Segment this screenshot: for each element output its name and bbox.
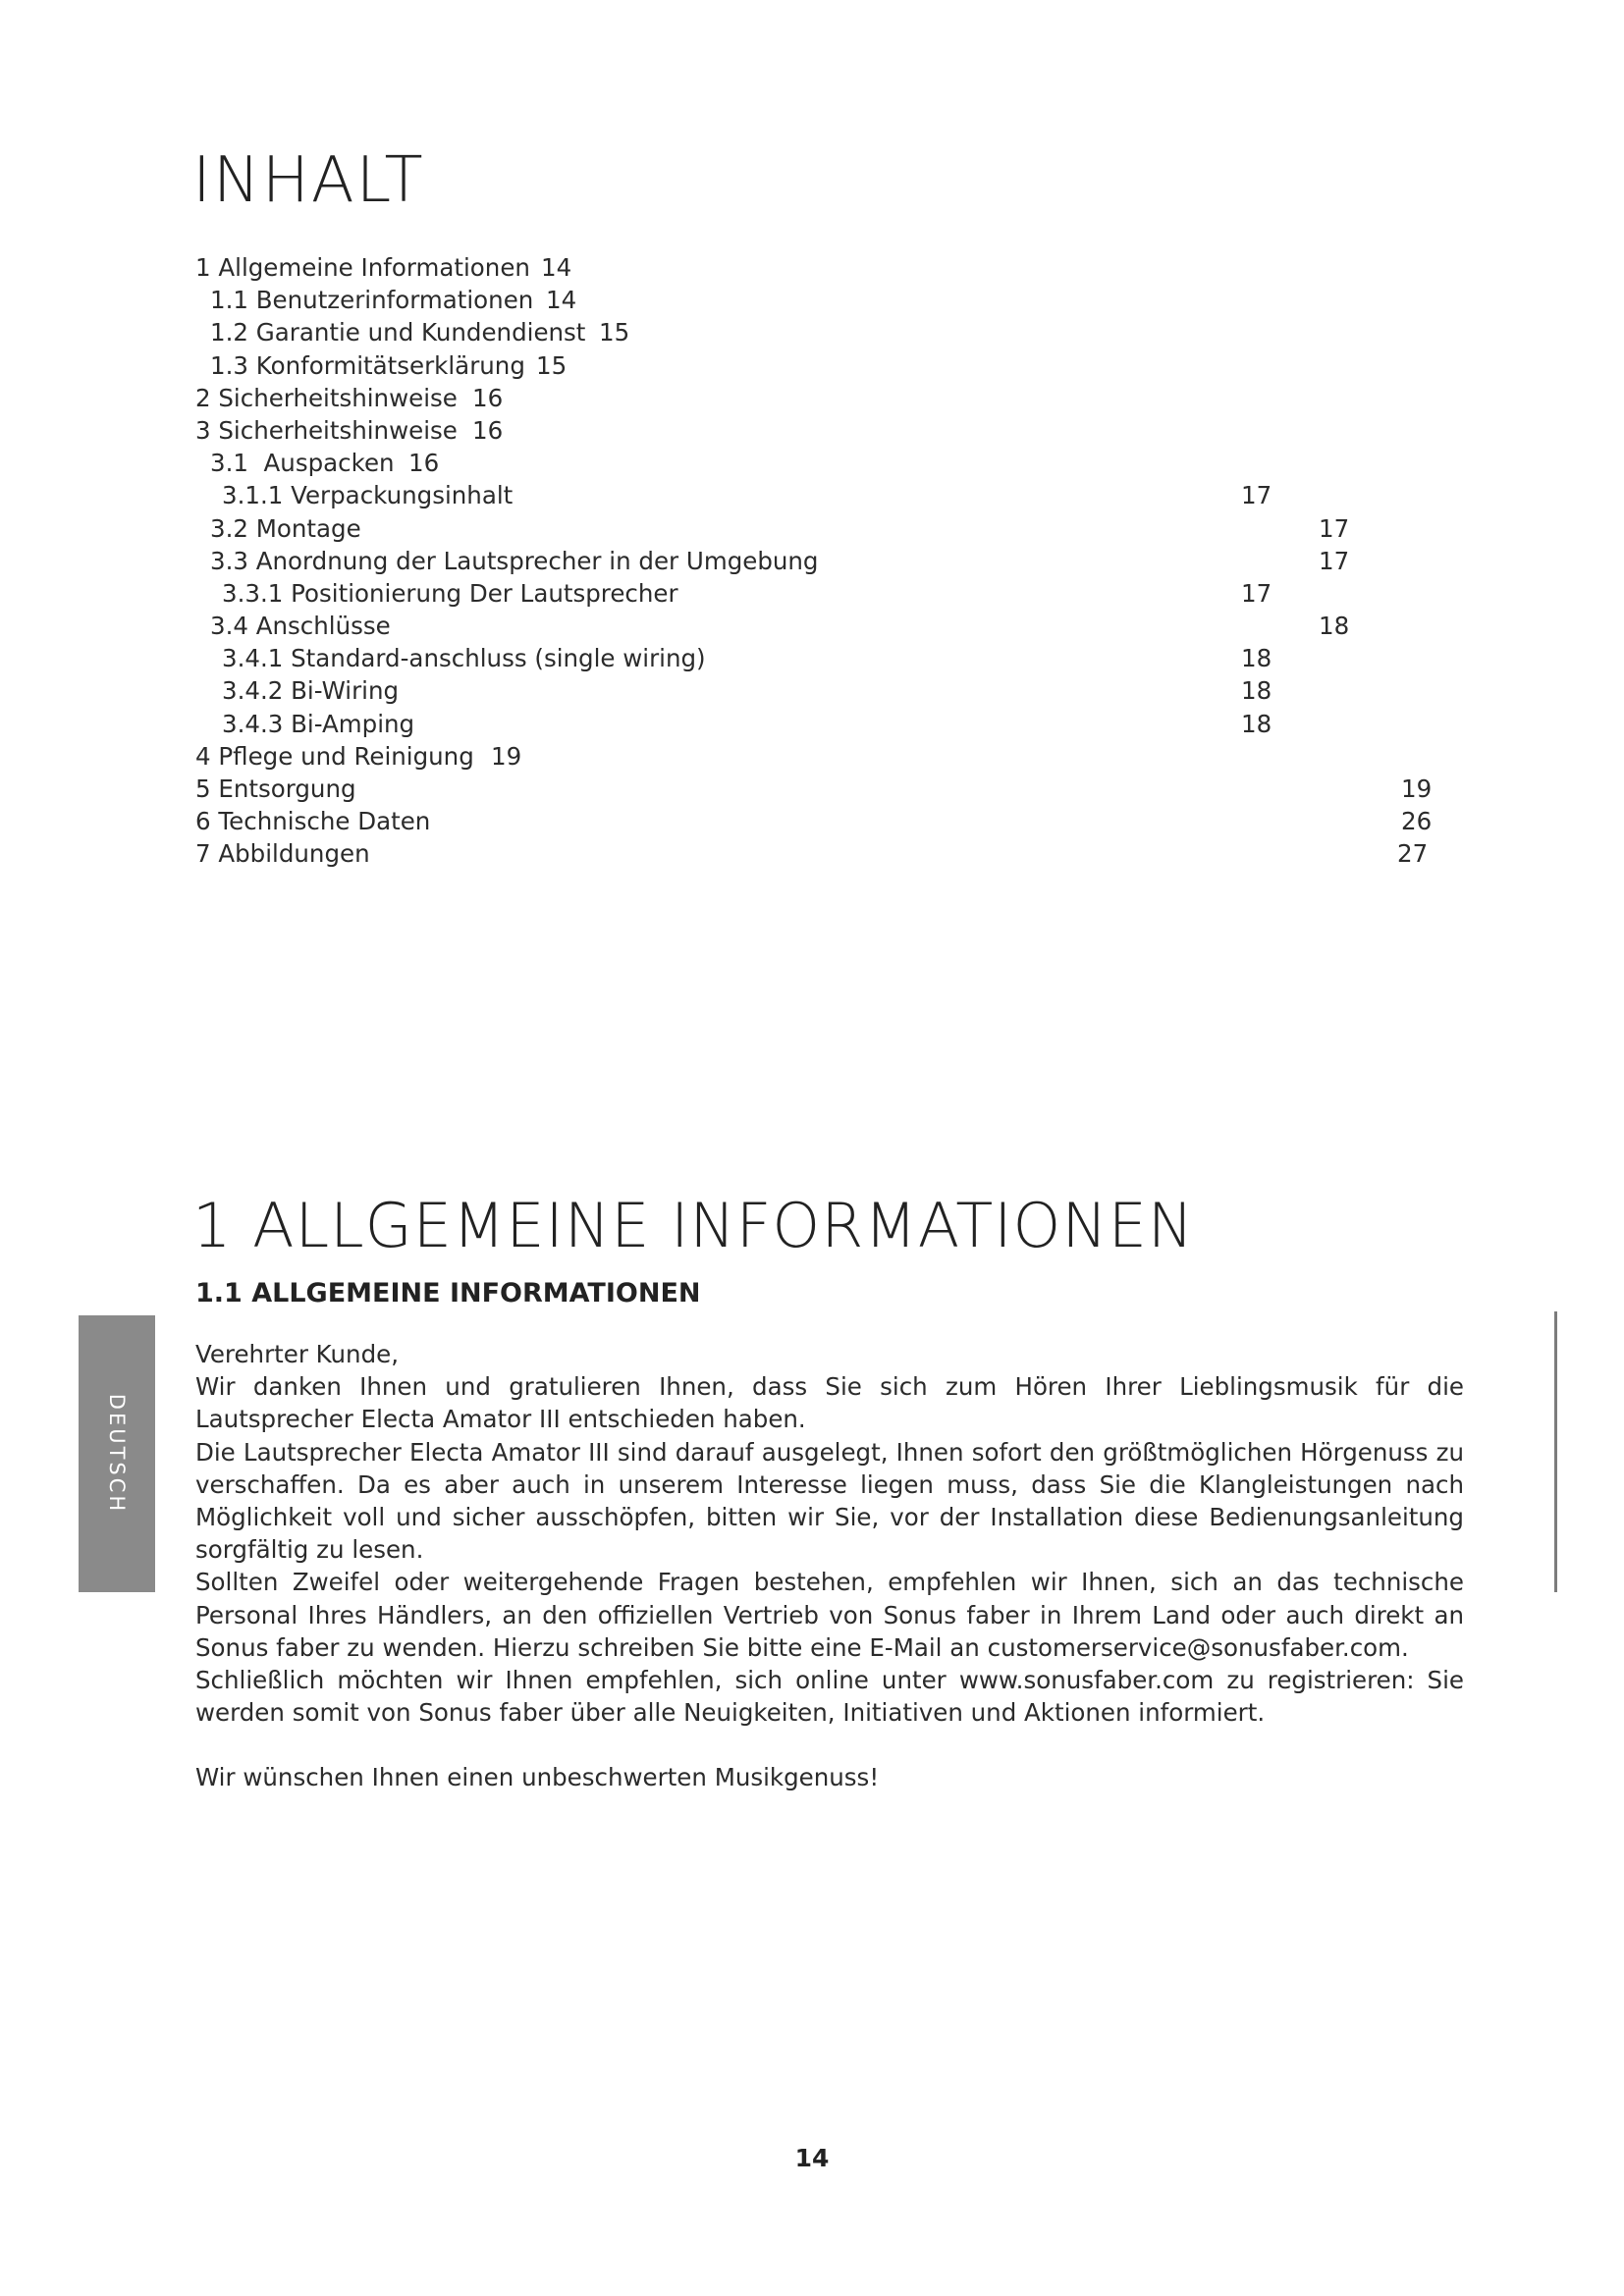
closing-line: Wir wünschen Ihnen einen unbeschwerten Musikgenuss!	[195, 1763, 880, 1791]
toc-entry[interactable]	[0, 610, 1624, 642]
toc-entry[interactable]	[0, 316, 1624, 348]
toc-entry[interactable]	[0, 740, 1624, 773]
language-tab-label: DEUTSCH	[105, 1393, 129, 1515]
toc-entry-label: 3.1 Auspacken	[210, 449, 395, 478]
margin-rule	[1554, 1311, 1557, 1592]
toc-entry[interactable]	[0, 382, 1624, 414]
toc-entry[interactable]	[0, 251, 1624, 284]
page-number: 14	[794, 2144, 830, 2172]
toc-entry-label: 1.3 Konformitätserklärung	[210, 350, 525, 380]
toc-entry[interactable]	[0, 447, 1624, 479]
toc-entry-label: 3.4.1 Standard-anschluss (single wiring)	[222, 644, 706, 673]
toc-entry-label: 1.1 Benutzerinformationen	[210, 286, 534, 315]
toc-entry-page: 18	[1241, 709, 1272, 738]
toc-entry-page: 16	[408, 449, 440, 478]
toc-entry[interactable]	[0, 479, 1624, 511]
toc-entry-label: 2 Sicherheitshinweise	[195, 383, 458, 412]
body-paragraph: Verehrter Kunde,	[195, 1340, 399, 1368]
toc-entry[interactable]	[0, 577, 1624, 610]
toc-entry-label: 6 Technische Daten	[195, 807, 431, 836]
toc-entry-label: 1 Allgemeine Informationen	[195, 253, 530, 282]
toc-entry[interactable]	[0, 512, 1624, 545]
toc-entry[interactable]	[0, 674, 1624, 707]
toc-entry-page: 19	[491, 741, 522, 771]
toc-entry[interactable]	[0, 642, 1624, 674]
toc-entry-page: 17	[1241, 481, 1272, 510]
body-paragraph: Die Lautsprecher Electa Amator III sind darauf ausgelegt, Ihnen sofort den größtmöglichen Hörgenuss zu verschaffen. Da es aber auch in unserem Interesse liegen muss, dass Sie die Klangleistungen nach Möglichkeit voll und sicher ausschöpfen, bitten wir Sie, vor der Installation diese Bedienungsanleitung sorgfältig zu lesen.	[195, 1437, 1464, 1565]
section-subheading: 1.1 ALLGEMEINE INFORMATIONEN	[195, 1278, 701, 1308]
toc-entry-page: 17	[1319, 546, 1350, 575]
toc-entry-page: 15	[599, 318, 630, 347]
toc-entry-page: 27	[1397, 839, 1429, 869]
toc-entry[interactable]	[0, 349, 1624, 382]
toc-entry-label: 3.4 Anschlüsse	[210, 612, 391, 641]
toc-entry-page: 14	[541, 253, 572, 282]
toc-entry-page: 16	[472, 383, 504, 412]
toc-entry-label: 3 Sicherheitshinweise	[195, 415, 458, 445]
toc-entry-page: 26	[1401, 807, 1433, 836]
toc-entry-label: 3.2 Montage	[210, 513, 361, 543]
body-paragraph: Schließlich möchten wir Ihnen empfehlen, sich online unter www.sonusfaber.com zu registrieren: Sie werden somit von Sonus faber über alle Neuigkeiten, Initiativen und Aktionen informiert.	[195, 1666, 1464, 1728]
toc-entry-label: 3.3.1 Positionierung Der Lautsprecher	[222, 578, 678, 608]
toc-entry-label: 4 Pflege und Reinigung	[195, 741, 474, 771]
body-paragraph: Sollten Zweifel oder weitergehende Fragen bestehen, empfehlen wir Ihnen, sich an das technische Personal Ihres Händlers, an den offiziellen Vertrieb von Sonus faber in Ihrem Land oder auch direkt an Sonus faber zu wenden. Hierzu schreiben Sie bitte eine E-Mail an customerservice@sonusfaber.com.	[195, 1568, 1464, 1662]
toc-entry-page: 15	[536, 350, 568, 380]
toc-entry[interactable]	[0, 837, 1624, 870]
toc-title: INHALT	[192, 144, 425, 217]
toc-entry-label: 7 Abbildungen	[195, 839, 370, 869]
toc-entry-page: 16	[472, 415, 504, 445]
toc-entry-label: 3.4.3 Bi-Amping	[222, 709, 415, 738]
toc-entry[interactable]	[0, 805, 1624, 837]
section-body	[195, 1338, 1464, 1729]
toc-entry[interactable]	[0, 545, 1624, 577]
toc-entry-label: 5 Entsorgung	[195, 774, 356, 803]
section-heading: 1 ALLGEMEINE INFORMATIONEN	[192, 1190, 1195, 1261]
toc-entry[interactable]	[0, 414, 1624, 447]
toc-entry-page: 18	[1241, 676, 1272, 706]
body-paragraph: Wir danken Ihnen und gratulieren Ihnen, dass Sie sich zum Hören Ihrer Lieblingsmusik für die Lautsprecher Electa Amator III entschieden haben.	[195, 1372, 1464, 1434]
toc-entry[interactable]	[0, 773, 1624, 805]
toc-entry-label: 1.2 Garantie und Kundendienst	[210, 318, 586, 347]
toc-entry-page: 19	[1401, 774, 1433, 803]
toc-entry-page: 18	[1319, 612, 1350, 641]
toc-entry-page: 14	[546, 286, 577, 315]
toc-entry-page: 17	[1319, 513, 1350, 543]
toc-entry-page: 18	[1241, 644, 1272, 673]
toc-entry[interactable]	[0, 284, 1624, 316]
toc-entry-label: 3.1.1 Verpackungsinhalt	[222, 481, 514, 510]
table-of-contents	[0, 251, 1624, 871]
toc-entry-label: 3.3 Anordnung der Lautsprecher in der Umgebung	[210, 546, 819, 575]
toc-entry[interactable]	[0, 708, 1624, 740]
toc-entry-label: 3.4.2 Bi-Wiring	[222, 676, 400, 706]
toc-entry-page: 17	[1241, 578, 1272, 608]
language-tab	[79, 1315, 155, 1592]
